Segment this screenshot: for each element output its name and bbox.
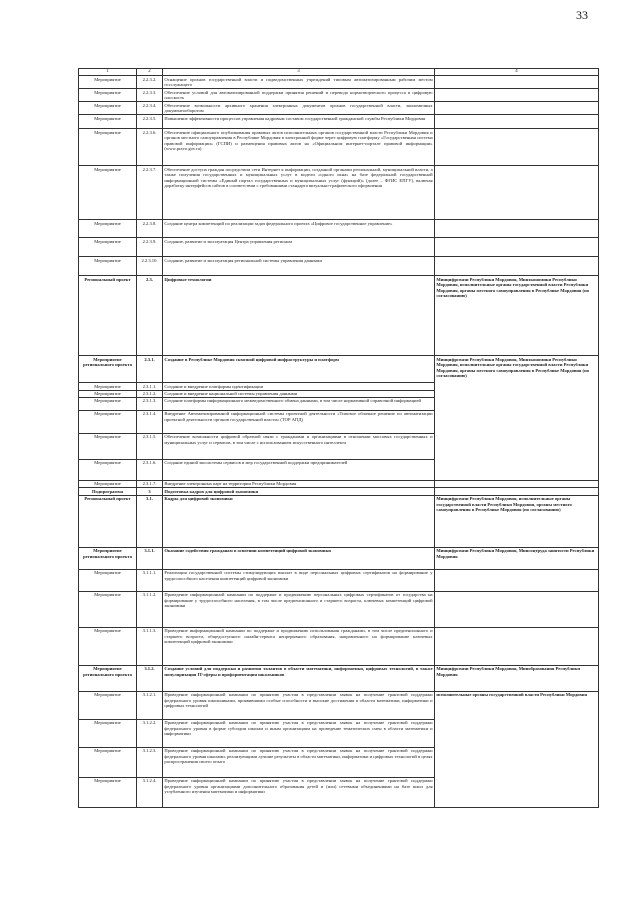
row-responsible-cell [435,569,599,591]
row-description-cell: Обеспечение возможности цифровой обратной связи с гражданами и организациями в отношении массовых государственных и муниципальных услуг и сервисов, в том числе с использованием искусственного интеллекта [163,433,435,459]
table-header-row [79,69,599,76]
row-type-cell: Мероприятие [79,480,137,487]
row-number-cell: 3.1.2.4. [137,777,163,807]
row-description-cell: Оказание содействия гражданам в освоении компетенций цифровой экономики [163,547,435,569]
row-responsible-cell [435,129,599,166]
row-responsible-cell: Минцифрсвязи Республики Мордовия, Минэкономики Республики Мордовия, исполнительные органы государственной власти Республики Мордовия, органы местного самоуправления в Республике Мордовия (по согласованию) [435,356,599,481]
row-responsible-cell [435,89,599,102]
row-responsible-cell [435,76,599,89]
row-number-cell: 2.3.1.7. [137,480,163,487]
row-number-cell: 2.2.3.4. [137,102,163,115]
row-description-cell: Создание, развитие и эксплуатация региональной системы управления данными [163,257,435,276]
row-type-cell: Мероприятие [79,76,137,89]
row-responsible-cell [435,238,599,257]
row-type-cell: Мероприятие регионального проекта [79,356,137,383]
row-number-cell: 2.2.3.6. [137,129,163,166]
row-description-cell: Проведение информационной кампании по поддержке и продвижению персональных цифровых сертификатов от государства на формирование у трудоспособного населения, в том числе предпенсионного и старшего возраста, ключевых компетенций цифровой экономики [163,591,435,627]
row-number-cell: 2.3.1.3. [137,397,163,410]
row-type-cell: Мероприятие [79,691,137,719]
header-cell: 1 [79,69,137,76]
row-type-cell: Мероприятие [79,102,137,115]
row-description-cell: Подготовка кадров для цифровой экономики [163,488,435,495]
row-description-cell: Обеспечение официального опубликования правовых актов исполнительных органов государственной власти Республики Мордовия и органов местного самоуправления в Республике Мордовия в электронной форме через цифровую платформу «Государственная система правовой информации» (ГСПИ) и размещения правовых актов на «Официальном интернет-портале правовой информации» (www.pravo.gov.ru) [163,129,435,166]
header-cell: 2 [137,69,163,76]
table-row [79,495,599,547]
row-type-cell: Мероприятие регионального проекта [79,665,137,691]
row-number-cell: 3.1.2.1. [137,691,163,719]
row-number-cell: 2.2.3.3. [137,89,163,102]
table-row [79,547,599,569]
row-number-cell: 2.3.1.5. [137,433,163,459]
row-description-cell: Проведение информационной кампании по принятию участия в представлении заявок на получение грантовой поддержки федерального уровня школьниками, проявившими особые способности и высокие достижения в области математики, информатики и цифровых технологий [163,691,435,719]
row-responsible-cell [435,102,599,115]
row-description-cell: Создание центра компетенций по реализации задач федерального проекта «Цифровое государственное управление» [163,220,435,238]
row-type-cell: Мероприятие [79,719,137,747]
table-row [79,102,599,115]
row-description-cell: Проведение информационной кампании по принятию участия в представлении заявок на получение грантовой поддержки федерального уровня в форме субсидии школам и иным организациям на проведение тематических смен в области математики и информатики [163,719,435,747]
row-type-cell: Региональный проект [79,276,137,356]
table-row [79,257,599,276]
row-responsible-cell [435,166,599,220]
row-type-cell: Мероприятие [79,569,137,591]
row-number-cell: 2.3.1.6. [137,459,163,480]
row-responsible-cell [435,488,599,495]
row-type-cell: Мероприятие [79,257,137,276]
row-number-cell: 3.1.1.1. [137,569,163,591]
program-table [78,68,599,808]
row-number-cell: 3.1.1. [137,547,163,569]
row-number-cell: 3 [137,488,163,495]
row-number-cell: 2.3.1.1. [137,383,163,390]
row-number-cell: 3.1.1.3. [137,627,163,665]
row-type-cell: Мероприятие [79,591,137,627]
row-type-cell: Региональный проект [79,495,137,547]
row-description-cell: Кадры для цифровой экономики [163,495,435,547]
table-row [79,238,599,257]
row-description-cell: Проведение информационной кампании по принятию участия в представлении заявок на получение грантовой поддержки федерального уровня школами, реализующими лучшие результаты в области математики, информатики и цифровых технологий в целях распространения своего опыта [163,747,435,777]
row-type-cell: Мероприятие [79,627,137,665]
row-number-cell: 2.3.1.2. [137,390,163,397]
header-cell: 4 [435,69,599,76]
table-row [79,691,599,719]
row-description-cell: Обеспечение возможности архивного хранения электронных документов органов государственной власти, экономичных документооборотом [164,102,433,114]
table-row [79,115,599,129]
row-description-cell: Проведение информационной кампании по поддержке и продвижению использования гражданами, в том числе предпенсионного и старшего возраста, общедоступного онлайн-сервиса непрерывного образования, направленного на формирование ключевых компетенций цифровой экономики [163,627,435,665]
row-description-cell: Создание условий для поддержки и развития талантов в области математики, информатики, цифровых технологий, в также популяризация IT-сферы и профориентация школьников [163,665,435,691]
row-description-cell: Создание и внедрение платформы идентификации [163,383,435,390]
table-row [79,488,599,495]
row-description-cell: Проведение информационной кампании по принятию участия в представлении заявок на получение грантовой поддержки федерального уровня организациями дополнительного образования детей и (или) сетевыми объединениями на базе школ для углубленного изучения математики и информатики [163,777,435,807]
row-description-cell: Обеспечение доступа граждан посредством сети Интернет к информации, созданной органами региональной, муниципальной власти, а также получения государственных и муниципальных услуг в модели «одного окна» на базе федеральной государственной информационной системы «Единый портал государственных и муниципальных услуг (функций)» (далее – ФГИС ЕПГУ), включая доработку интерфейсов сайтов в соответствии с требованиями стандарта визуально-графического оформления [163,166,435,220]
row-description-cell: Внедрение Автоматизированной информационной системы проектной деятельности «Типовое облачное решение по автоматизации проектной деятельности органов государственной власти» (ТОР АПД) [163,410,435,433]
row-type-cell: Мероприятие [79,115,137,129]
row-number-cell: 3.1.2.2. [137,719,163,747]
row-responsible-cell [435,115,599,129]
row-description-cell: Создание платформы информационного межведомственного обмена данными, в том числе нормативной справочной информацией [163,397,435,410]
row-responsible-cell [435,257,599,276]
row-description-cell: Создание единой экосистемы сервисов и мер государственной поддержки предпринимателей [163,459,435,480]
row-number-cell: 3.1. [137,495,163,547]
row-responsible-cell [435,480,599,487]
row-number-cell: 3.1.1.2. [137,591,163,627]
row-type-cell: Мероприятие [79,166,137,220]
row-number-cell: 2.2.3.8. [137,220,163,238]
row-description-cell: Создание в Республике Мордовия сквозной цифровой инфраструктуры и платформ [163,356,435,383]
table-row [79,276,599,356]
row-description-cell: Внедрение электронных карт на территории Республики Мордовия [163,480,435,487]
row-type-cell: Мероприятие [79,777,137,807]
row-responsible-cell: Минцифрсвязи Республики Мордовия, исполнительные органы государственной власти Республики Мордовия, органы местного самоуправления в Республике Мордовия (по согласованию) [435,495,599,547]
table-row [79,480,599,487]
row-description-cell: Обеспечение условий для автоматизированной поддержки принятия решений и перевода нормотворческого процесса в цифровую плоскость [164,89,433,101]
table-row [79,627,599,665]
table-row [79,665,599,691]
table-row [79,569,599,591]
row-number-cell: 2.2.3.9. [137,238,163,257]
row-responsible-cell [435,591,599,627]
row-type-cell: Мероприятие регионального проекта [79,547,137,569]
row-number-cell: 2.3.1.4. [137,410,163,433]
row-type-cell: Мероприятие [79,747,137,777]
row-type-cell: Мероприятие [79,89,137,102]
table-row [79,356,599,383]
row-type-cell: Мероприятие [79,459,137,480]
row-responsible-cell [435,220,599,238]
row-number-cell: 2.2.3.5. [137,115,163,129]
row-type-cell: Мероприятие [79,238,137,257]
table-row [79,166,599,220]
row-number-cell: 2.3.1. [137,356,163,383]
row-type-cell: Мероприятие [79,220,137,238]
header-cell: 3 [163,69,435,76]
row-number-cell: 2.2.3.7. [137,166,163,220]
row-type-cell: Мероприятие [79,390,137,397]
row-responsible-cell: Минцифрсвязи Республики Мордовия, Минсоцтруда занятости Республики Мордовия [435,547,599,569]
row-type-cell: Мероприятие [79,397,137,410]
row-description-cell: Реализация государственной системы стимулирующих выплат в виде персональных цифровых сертификатов на формирование у трудоспособного населения компетенций цифровой экономики [163,569,435,591]
row-type-cell: Мероприятие [79,410,137,433]
table-row [79,220,599,238]
row-description-cell: Повышение эффективности процессов управления кадровым составом государственной гражданской службы Республики Мордовия [163,115,435,129]
row-number-cell: 2.2.3.10. [137,257,163,276]
row-number-cell: 2.3. [137,276,163,356]
row-responsible-cell: Минцифрсвязи Республики Мордовия, Минэкономики Республики Мордовия, исполнительные органы государственной власти Республики Мордовия, органы местного самоуправления в Республике Мордовия (по согласованию) [435,276,599,356]
table-row [79,129,599,166]
table-row [79,76,599,89]
table-row [79,591,599,627]
row-responsible-cell: Минцифрсвязи Республики Мордовия, Минобразования Республики Мордовия [435,665,599,691]
row-type-cell: Подпрограмма [79,488,137,495]
row-responsible-cell: исполнительные органы государственной власти Республики Мордовия [435,691,599,807]
page-number: 33 [576,8,588,22]
row-responsible-cell [435,627,599,665]
row-number-cell: 3.1.2.3. [137,747,163,777]
row-type-cell: Мероприятие [79,383,137,390]
table-row [79,89,599,102]
row-number-cell: 3.1.2. [137,665,163,691]
row-type-cell: Мероприятие [79,433,137,459]
row-description-cell: Оснащение органов государственной власти и подведомственных учреждений типовым автоматизированным рабочим местом госслужащего [164,76,433,88]
row-description-cell: Цифровые технологии [163,276,435,356]
row-number-cell: 2.2.3.2. [137,76,163,89]
row-type-cell: Мероприятие [79,129,137,166]
row-description-cell: Создание и внедрение национальной системы управления данными [163,390,435,397]
row-description-cell: Создание, развитие и эксплуатация Центра управления регионом [163,238,435,257]
